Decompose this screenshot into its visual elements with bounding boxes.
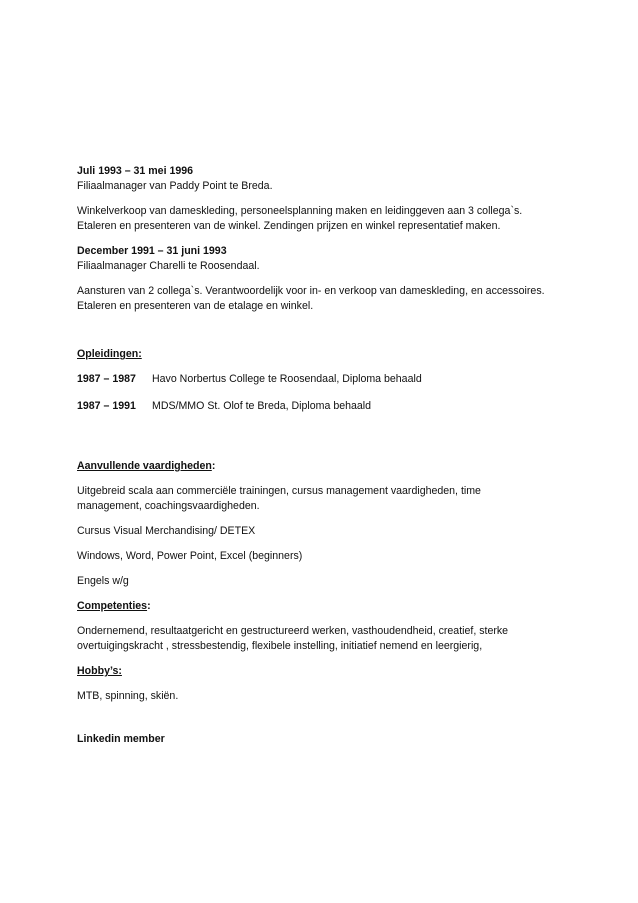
- hobbies-heading: [77, 664, 547, 679]
- education-row: [77, 372, 547, 387]
- education-years: 1987 – 1987: [77, 373, 136, 385]
- document-body: [77, 164, 547, 747]
- skill-item: Uitgebreid scala aan commerciële trainingen, cursus management vaardigheden, time management, coachingsvaardigheden.: [77, 485, 481, 512]
- education-heading-text: Opleidingen:: [77, 348, 142, 360]
- education-text: Havo Norbertus College te Roosendaal, Diploma behaald: [152, 373, 422, 385]
- hobbies-text: MTB, spinning, skiën.: [77, 690, 179, 702]
- education-row: [77, 399, 547, 414]
- job-period: December 1991 – 31 juni 1993: [77, 245, 227, 257]
- skills-heading-text: Aanvullende vaardigheden: [77, 460, 212, 472]
- competencies-heading: [77, 599, 547, 614]
- competencies-heading-text: Competenties: [77, 600, 148, 612]
- skills-heading: [77, 459, 547, 474]
- skill-item: Windows, Word, Power Point, Excel (beginners): [77, 550, 303, 562]
- job-entry: [77, 244, 547, 274]
- education-heading: [77, 347, 547, 362]
- skill-item: Cursus Visual Merchandising/ DETEX: [77, 525, 256, 537]
- education-text: MDS/MMO St. Olof te Breda, Diploma behaald: [152, 400, 372, 412]
- skill-item: Engels w/g: [77, 575, 129, 587]
- education-years: 1987 – 1991: [77, 400, 136, 412]
- job-title: Filiaalmanager Charelli te Roosendaal.: [77, 260, 260, 272]
- competencies-text: Ondernemend, resultaatgericht en gestructureerd werken, vasthoudendheid, creatief, sterke overtuigingskracht , stressbestendig, flexibele instelling, initiatief nemend en leergierig,: [77, 625, 509, 652]
- linkedin-label: Linkedin member: [77, 733, 165, 745]
- job-period: Juli 1993 – 31 mei 1996: [77, 165, 194, 177]
- hobbies-heading-text: Hobby’s:: [77, 665, 122, 677]
- competencies-heading-suffix: :: [147, 600, 151, 612]
- job-title: Filiaalmanager van Paddy Point te Breda.: [77, 180, 273, 192]
- job-entry: [77, 164, 547, 194]
- job-description: Winkelverkoop van dameskleding, personeelsplanning maken en leidinggeven aan 3 collega`s. Etaleren en presenteren van de winkel. Zendingen prijzen en winkel representatief maken.: [77, 205, 523, 232]
- job-description: Aansturen van 2 collega`s. Verantwoordelijk voor in- en verkoop van dameskleding, en accessoires. Etaleren en presenteren van de etalage en winkel.: [77, 285, 545, 312]
- skills-heading-suffix: :: [211, 460, 216, 472]
